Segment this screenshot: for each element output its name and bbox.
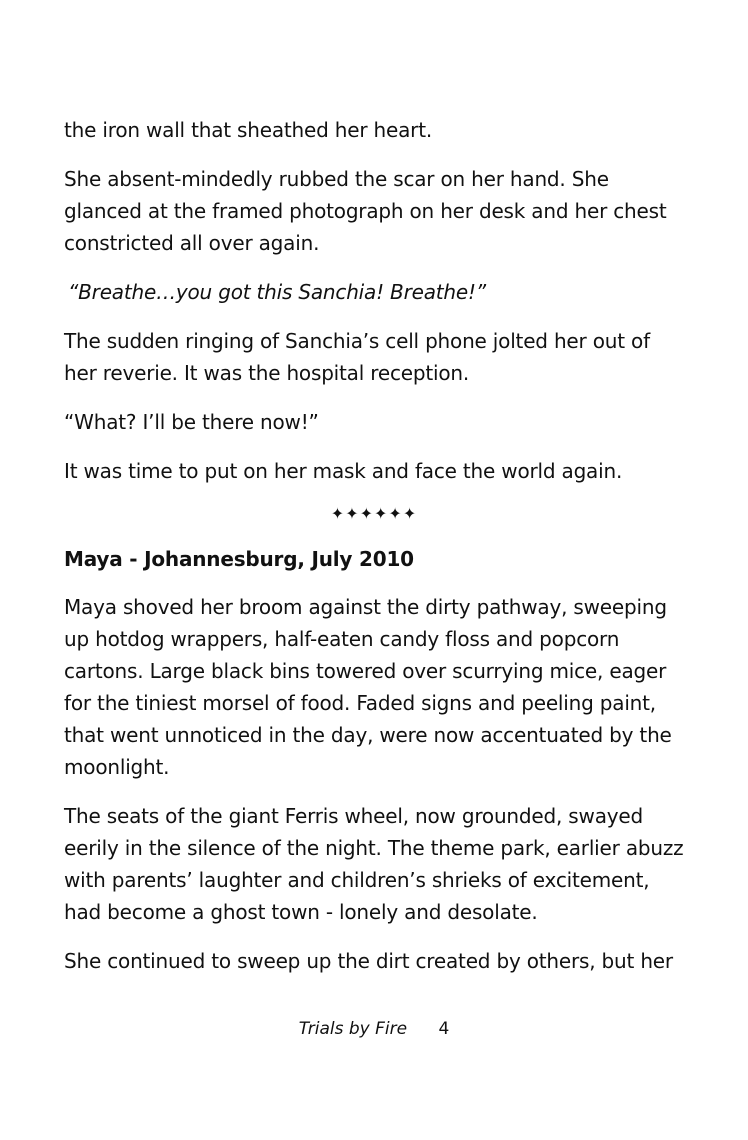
page-footer [0, 1016, 748, 1042]
paragraph: Maya shoved her broom against the dirty pathway, sweeping up hotdog wrappers, half-eaten candy floss and popcorn cartons. Large black bins towered over scurrying mice, eager for the tiniest morsel of food. Faded signs and peeling paint, that went unnoticed in the day, were now accentuated by the moonlight. [64, 595, 672, 779]
paragraph: She continued to sweep up the dirt created by others, but her [64, 949, 673, 973]
page-body [64, 114, 684, 994]
section-heading: Maya - Johannesburg, July 2010 [64, 547, 414, 571]
paragraph: “What? I’ll be there now!” [64, 410, 319, 434]
book-title: Trials by Fire [298, 1019, 408, 1039]
page-number: 4 [438, 1019, 450, 1039]
paragraph: The seats of the giant Ferris wheel, now grounded, swayed eerily in the silence of the night. The theme park, earlier abuzz with parents’ laughter and children’s shrieks of excitement, had become a ghost town - lonely and desolate. [64, 804, 684, 924]
paragraph: It was time to put on her mask and face the world again. [64, 459, 623, 483]
section-divider: ✦✦✦✦✦✦ [330, 504, 418, 523]
paragraph: She absent-mindedly rubbed the scar on her hand. She glanced at the framed photograph on her desk and her chest constricted all over again. [64, 167, 667, 255]
italic-quote: “Breathe…you got this Sanchia! Breathe!” [68, 280, 486, 304]
paragraph: The sudden ringing of Sanchia’s cell phone jolted her out of her reverie. It was the hospital reception. [64, 329, 650, 385]
paragraph: the iron wall that sheathed her heart. [64, 118, 432, 142]
